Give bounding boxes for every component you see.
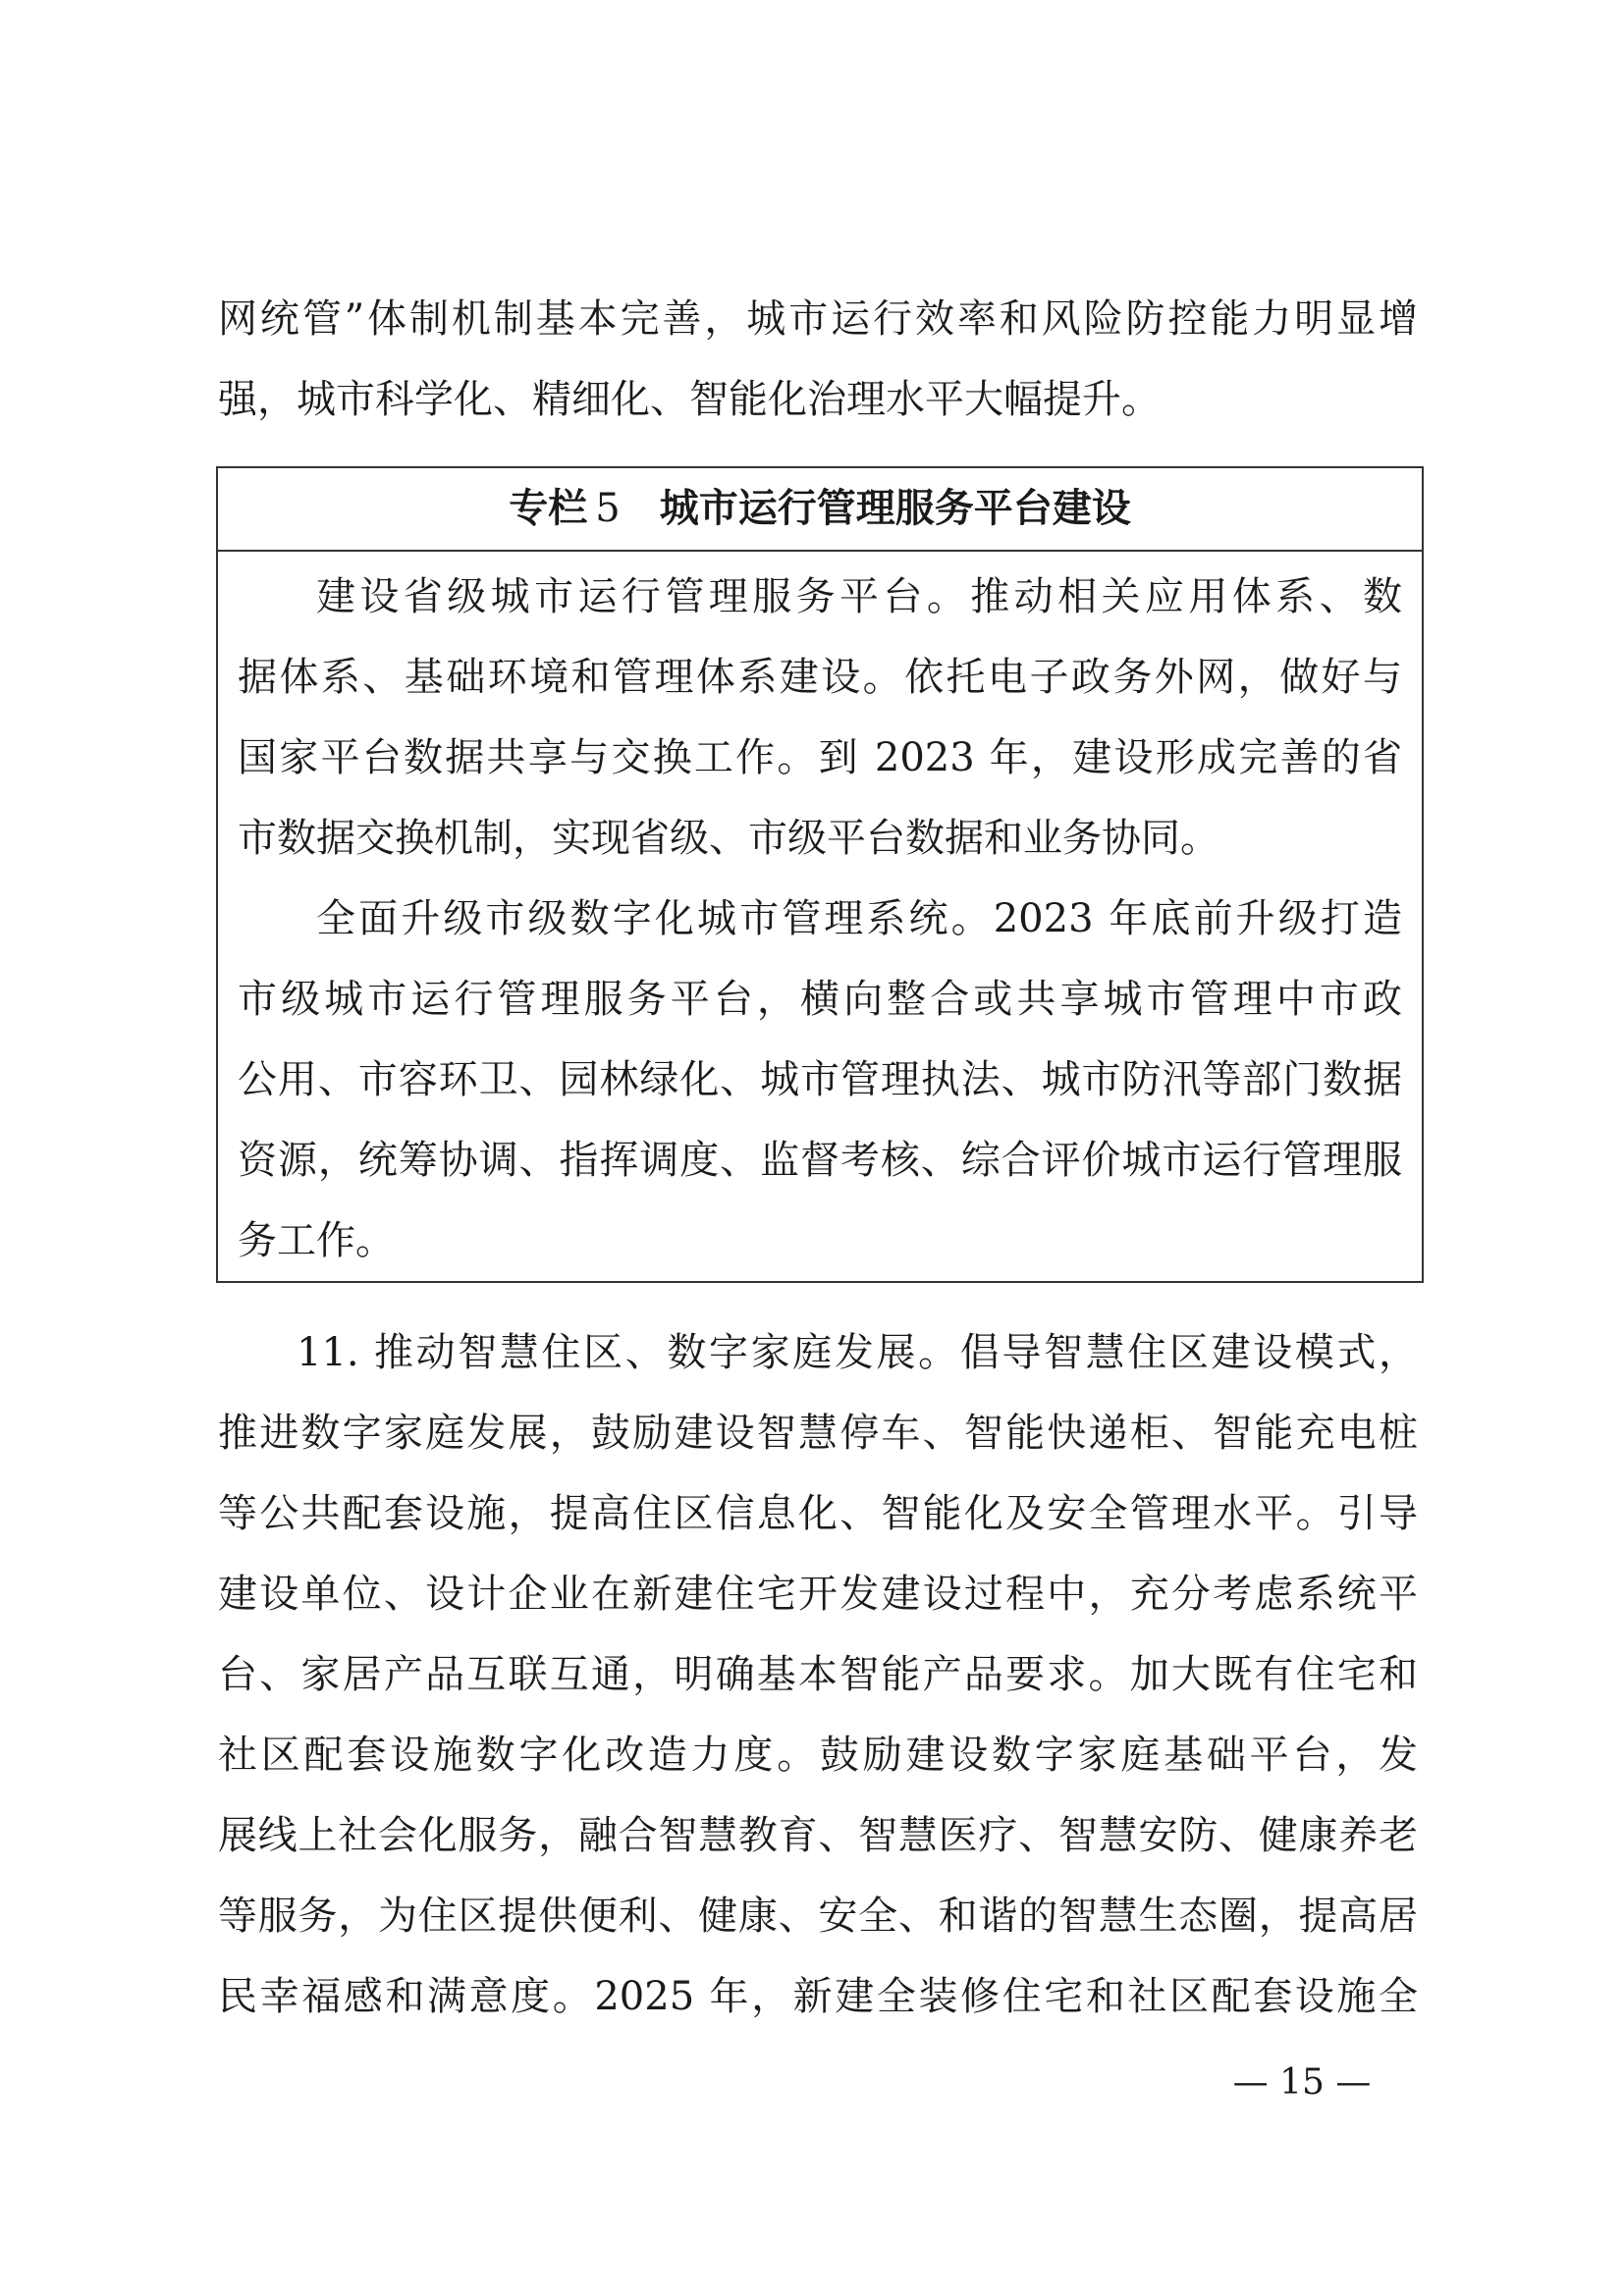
sidebar-p2-line-5: 务工作。 bbox=[238, 1218, 395, 1263]
section11-line-1: 11. 推动智慧住区、数字家庭发展。倡导智慧住区建设模式， bbox=[297, 1330, 1418, 1375]
intro-line-2: 强，城市科学化、精细化、智能化治理水平大幅提升。 bbox=[218, 377, 1161, 422]
section11-line-3: 等公共配套设施，提高住区信息化、智能化及安全管理水平。引导 bbox=[218, 1491, 1418, 1536]
sidebar-p1-line-4: 市数据交换机制，实现省级、市级平台数据和业务协同。 bbox=[238, 816, 1219, 861]
sidebar-p1-line-2: 据体系、基础环境和管理体系建设。依托电子政务外网，做好与 bbox=[238, 655, 1402, 700]
sidebar-p1-line-1: 建设省级城市运行管理服务平台。推动相关应用体系、数 bbox=[316, 574, 1402, 619]
sidebar-p2-line-3: 公用、市容环卫、园林绿化、城市管理执法、城市防汛等部门数据 bbox=[238, 1057, 1402, 1102]
sidebar-heading: 城市运行管理服务平台建设 bbox=[659, 486, 1131, 531]
section11-line-6: 社区配套设施数字化改造力度。鼓励建设数字家庭基础平台，发 bbox=[218, 1733, 1418, 1778]
sidebar-title bbox=[218, 484, 1422, 533]
sidebar-p2-line-2: 市级城市运行管理服务平台，横向整合或共享城市管理中市政 bbox=[238, 977, 1402, 1022]
section11-line-8: 等服务，为住区提供便利、健康、安全、和谐的智慧生态圈，提高居 bbox=[218, 1894, 1418, 1939]
section11-line-9: 民幸福感和满意度。2025 年，新建全装修住宅和社区配套设施全 bbox=[218, 1974, 1418, 2019]
section11-line-7: 展线上社会化服务，融合智慧教育、智慧医疗、智慧安防、健康养老 bbox=[218, 1813, 1418, 1858]
sidebar-title-row bbox=[218, 468, 1422, 552]
intro-line-1: 网统管”体制机制基本完善，城市运行效率和风险防控能力明显增 bbox=[218, 296, 1418, 342]
section11-line-2: 推进数字家庭发展，鼓励建设智慧停车、智能快递柜、智能充电桩 bbox=[218, 1411, 1418, 1456]
sidebar-p2-line-1: 全面升级市级数字化城市管理系统。2023 年底前升级打造 bbox=[316, 896, 1402, 941]
sidebar-label: 专栏 bbox=[509, 486, 588, 531]
sidebar-p2-line-4: 资源，统筹协调、指挥调度、监督考核、综合评价城市运行管理服 bbox=[238, 1138, 1402, 1183]
sidebar-number: 5 bbox=[595, 486, 621, 531]
page-number: — 15 — bbox=[1232, 2062, 1372, 2103]
section11-line-5: 台、家居产品互联互通，明确基本智能产品要求。加大既有住宅和 bbox=[218, 1652, 1418, 1697]
sidebar-p1-line-3: 国家平台数据共享与交换工作。到 2023 年，建设形成完善的省 bbox=[238, 735, 1402, 780]
section11-line-4: 建设单位、设计企业在新建住宅开发建设过程中，充分考虑系统平 bbox=[218, 1572, 1418, 1617]
